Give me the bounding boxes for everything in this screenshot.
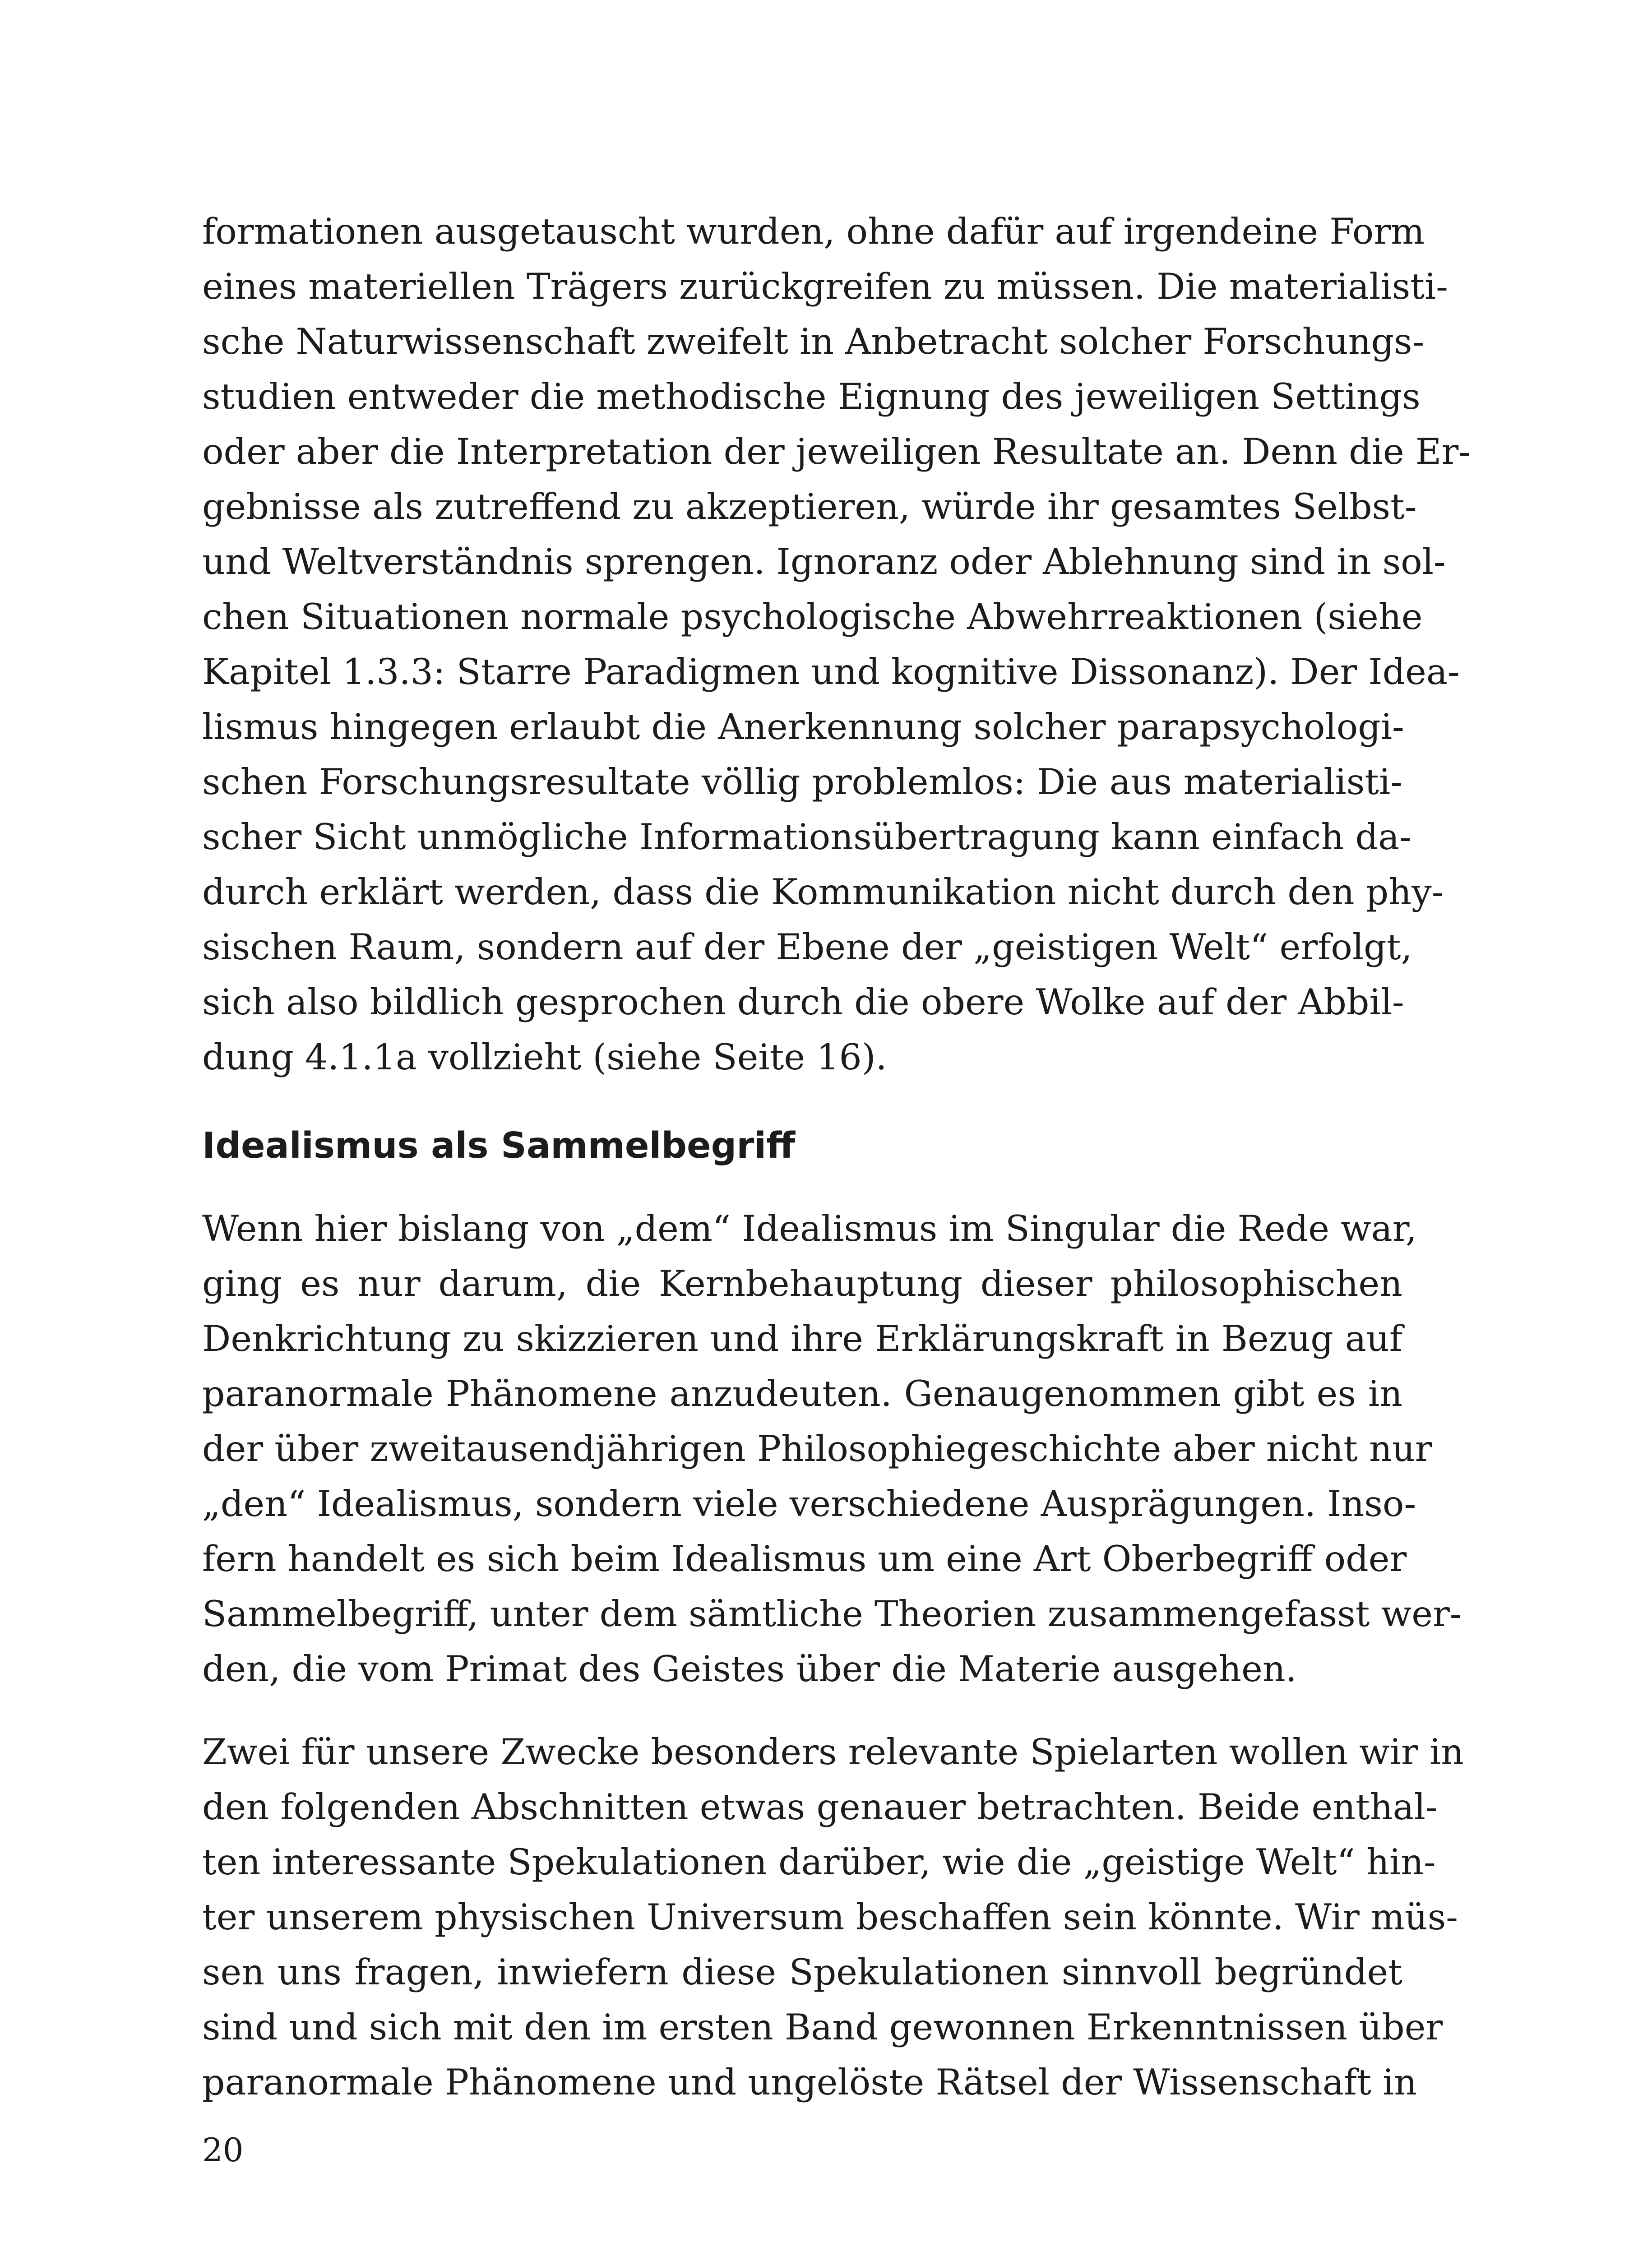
text-line: und Weltverständnis sprengen. Ignoranz oder Ablehnung sind in sol- (202, 541, 1446, 582)
text-line: den folgenden Abschnitten etwas genauer betrachten. Beide enthal- (202, 1786, 1438, 1828)
text-line: den, die vom Primat des Geistes über die Materie ausgehen. (202, 1648, 1297, 1690)
text-line: ter unserem physischen Universum beschaffen sein könnte. Wir müs- (202, 1896, 1458, 1938)
text-line: schen Forschungsresultate völlig problemlos: Die aus materialisti- (202, 761, 1402, 803)
section-heading: Idealismus als Sammelbegriff (202, 1125, 796, 1166)
text-line: durch erklärt werden, dass die Kommunikation nicht durch den phy- (202, 871, 1444, 913)
text-line: scher Sicht unmögliche Informationsübertragung kann einfach da- (202, 816, 1411, 858)
text-line: sind und sich mit den im ersten Band gewonnen Erkenntnissen über (202, 2006, 1443, 2048)
text-line: sche Naturwissenschaft zweifelt in Anbetracht solcher Forschungs- (202, 321, 1425, 362)
text-line: dung 4.1.1a vollzieht (siehe Seite 16). (202, 1036, 887, 1078)
text-line: lismus hingegen erlaubt die Anerkennung solcher parapsychologi- (202, 706, 1404, 748)
paragraph-1 (202, 204, 1471, 1085)
text-line: fern handelt es sich beim Idealismus um eine Art Oberbegriff oder (202, 1538, 1407, 1580)
text-line: ging es nur darum, die Kernbehauptung dieser philosophischen (202, 1263, 1402, 1304)
paragraph-2 (202, 1201, 1462, 1697)
text-line: sischen Raum, sondern auf der Ebene der „geistigen Welt“ erfolgt, (202, 926, 1412, 968)
text-line: chen Situationen normale psychologische Abwehrreaktionen (siehe (202, 596, 1423, 638)
text-line: formationen ausgetauscht wurden, ohne dafür auf irgendeine Form (202, 211, 1425, 252)
text-line: Wenn hier bislang von „dem“ Idealismus im Singular die Rede war, (202, 1208, 1417, 1249)
text-line: oder aber die Interpretation der jeweiligen Resultate an. Denn die Er- (202, 431, 1471, 472)
text-line: studien entweder die methodische Eignung des jeweiligen Settings (202, 376, 1421, 417)
text-line: ten interessante Spekulationen darüber, wie die „geistige Welt“ hin- (202, 1841, 1436, 1883)
text-line: Zwei für unsere Zwecke besonders relevante Spielarten wollen wir in (202, 1731, 1464, 1773)
text-line: paranormale Phänomene anzudeuten. Genaugenommen gibt es in (202, 1373, 1402, 1415)
text-line: sen uns fragen, inwiefern diese Spekulationen sinnvoll begründet (202, 1951, 1402, 1993)
text-line: sich also bildlich gesprochen durch die obere Wolke auf der Abbil- (202, 981, 1404, 1023)
text-line: eines materiellen Trägers zurückgreifen zu müssen. Die materialisti- (202, 266, 1448, 307)
text-line: Sammelbegriff, unter dem sämtliche Theorien zusammengefasst wer- (202, 1593, 1462, 1635)
text-line: paranormale Phänomene und ungelöste Rätsel der Wissenschaft in (202, 2062, 1417, 2103)
text-line: Denkrichtung zu skizzieren und ihre Erklärungskraft in Bezug auf (202, 1318, 1402, 1359)
text-line: gebnisse als zutreffend zu akzeptieren, würde ihr gesamtes Selbst- (202, 486, 1417, 527)
text-line: der über zweitausendjährigen Philosophiegeschichte aber nicht nur (202, 1428, 1432, 1470)
text-line: „den“ Idealismus, sondern viele verschiedene Ausprägungen. Inso- (202, 1483, 1416, 1525)
paragraph-3 (202, 1724, 1464, 2110)
text-line: Kapitel 1.3.3: Starre Paradigmen und kognitive Dissonanz). Der Idea- (202, 651, 1460, 693)
page-number: 20 (202, 2131, 244, 2169)
